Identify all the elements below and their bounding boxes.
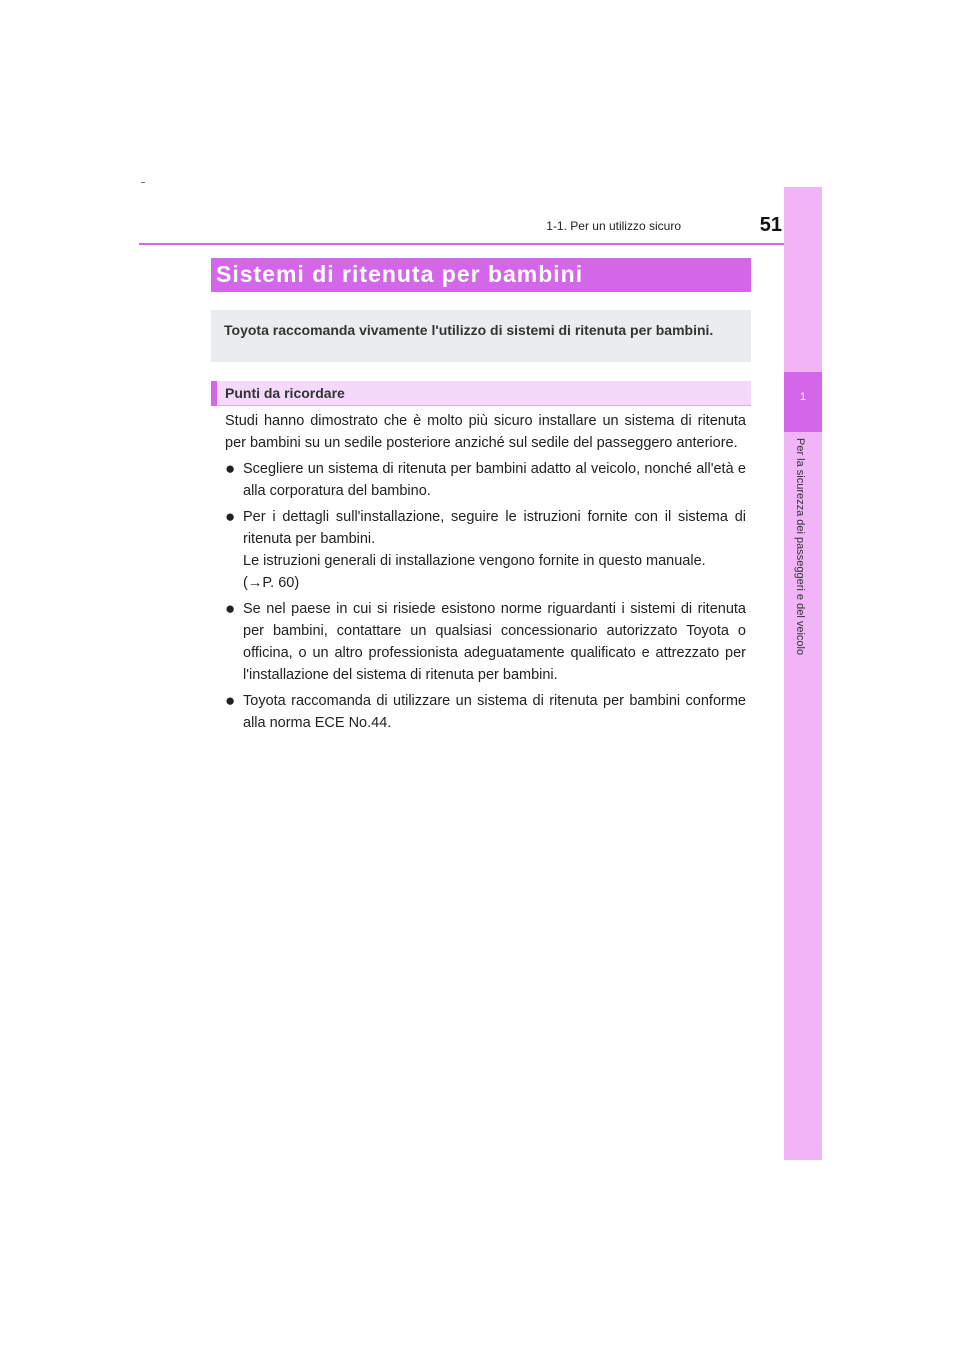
chapter-side-tab [784,187,822,1160]
intro-box [211,310,751,362]
list-item [225,690,746,734]
intro-text: Toyota raccomanda vivamente l'utilizzo di sistemi di ritenuta per bambini. [224,322,714,338]
list-item [225,506,746,594]
list-item-text: Se nel paese in cui si risiede esistono norme riguardanti i sistemi di ritenuta per bambini, contattare un qualsiasi concessionario autorizzato Toyota o officina, o un altro professionista adeguatamente qualificato e attrezzato per l'installazione del sistema di ritenuta per bambini. [243,601,746,683]
list-item-note: Le istruzioni generali di installazione vengono fornite in questo manuale. [243,553,706,569]
page-reference: (→P. 60) [243,575,300,591]
subsection-accent [211,381,217,406]
corner-mark [141,182,145,183]
subsection-underline [217,405,751,406]
list-item [225,598,746,686]
body-paragraph: Studi hanno dimostrato che è molto più sicuro installare un sistema di ritenuta per bambini su un sedile posteriore anziché sul sedile del passeggero anteriore. [225,413,746,451]
page-title-bar [211,258,751,292]
bullet-icon: ● [225,691,236,710]
list-item [225,458,746,502]
page-title: Sistemi di ritenuta per bambini [216,261,584,287]
section-header: 1-1. Per un utilizzo sicuro [546,219,681,233]
list-item-text: Toyota raccomanda di utilizzare un sistema di ritenuta per bambini conforme alla norma ECE No.44. [243,693,746,731]
subsection-title: Punti da ricordare [225,385,345,401]
bullet-icon: ● [225,507,236,526]
chapter-number: 1 [799,391,807,403]
bullet-icon: ● [225,459,236,478]
header-rule [139,243,822,245]
chapter-title: Per la sicurezza dei passeggeri e del veicolo [794,438,806,656]
list-item-text: Per i dettagli sull'installazione, seguire le istruzioni fornite con il sistema di ritenuta per bambini. [243,509,746,547]
page-number: 51 [759,214,782,236]
body-content [225,410,746,734]
list-item-text: Scegliere un sistema di ritenuta per bambini adatto al veicolo, nonché all'età e alla corporatura del bambino. [243,461,746,499]
bullet-icon: ● [225,599,236,618]
subsection-header [211,381,751,406]
